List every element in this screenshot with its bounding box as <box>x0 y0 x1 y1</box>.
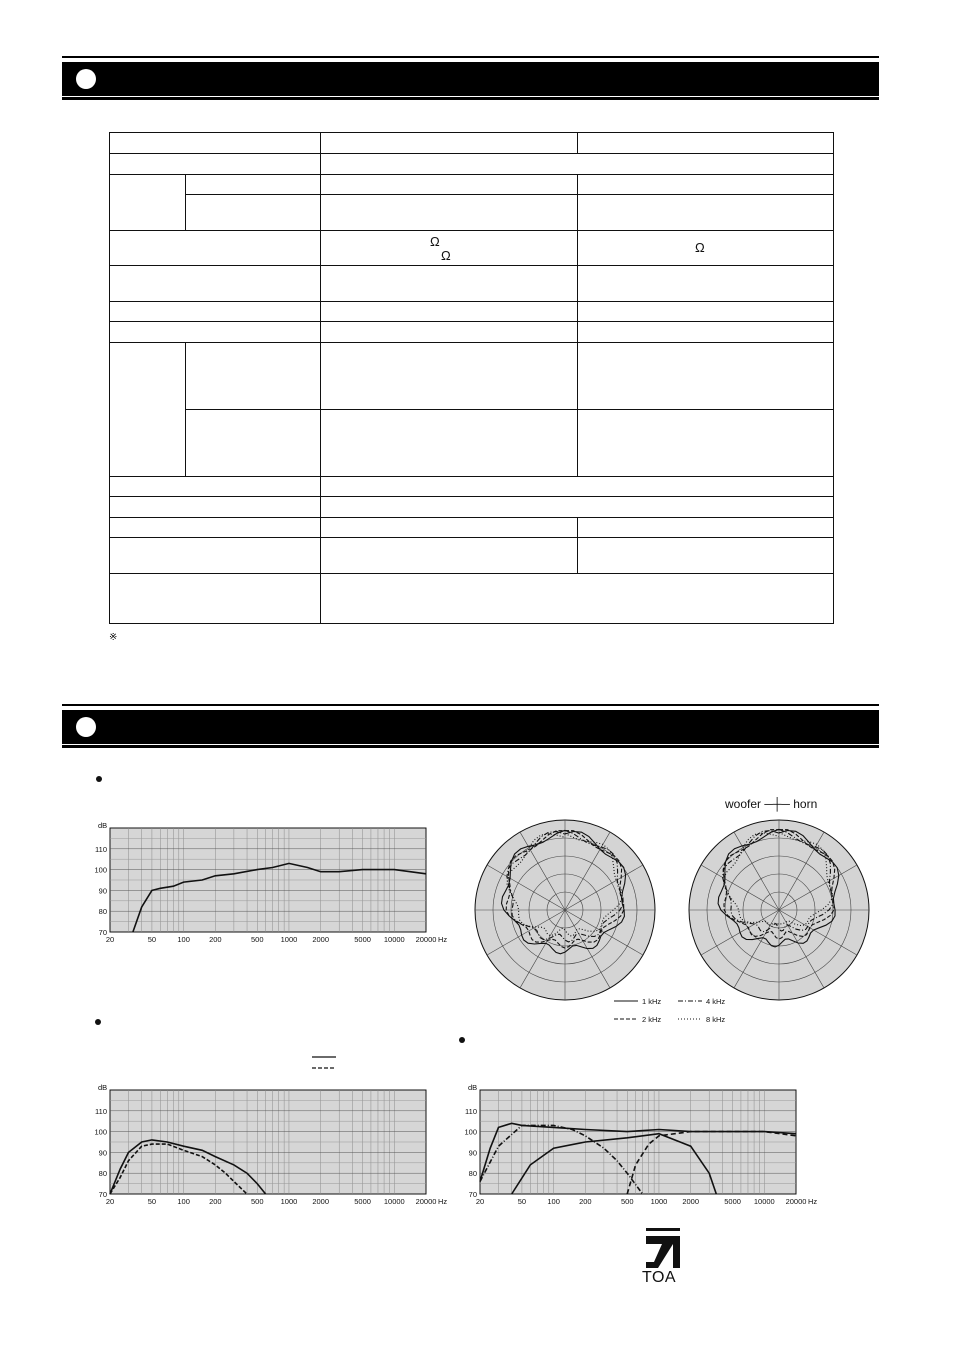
unit-hz: Hz <box>438 935 448 944</box>
section-rule <box>62 745 879 748</box>
bullet-icon <box>459 1037 465 1043</box>
x-tick-label: 20000 <box>785 1197 807 1206</box>
y-tick-label: 90 <box>98 886 107 896</box>
y-tick-label: 70 <box>98 928 107 937</box>
bullet-icon <box>96 776 102 782</box>
woofer-label: woofer <box>725 797 762 811</box>
unit-db: dB <box>468 1083 478 1092</box>
y-tick-label: 90 <box>98 1148 107 1158</box>
polar-legend <box>610 995 750 1029</box>
x-tick-label: 20 <box>105 935 115 944</box>
table-row-line <box>110 153 833 154</box>
x-tick-label: 5000 <box>724 1197 741 1206</box>
table-row-line <box>110 573 833 574</box>
x-tick-label: 1000 <box>280 1197 298 1206</box>
x-tick-label: 2000 <box>682 1197 700 1206</box>
x-tick-label: 200 <box>209 935 222 944</box>
bullet-icon <box>76 69 96 89</box>
ohm-symbol: Ω <box>441 248 451 263</box>
y-tick-label: 100 <box>94 1127 107 1137</box>
table-divider <box>577 174 578 476</box>
x-tick-label: 100 <box>177 935 190 944</box>
table-row-line <box>110 537 833 538</box>
x-tick-label: 50 <box>147 935 157 944</box>
x-tick-label: 2000 <box>312 1197 330 1206</box>
x-tick-label: 500 <box>620 1197 634 1206</box>
table-divider <box>577 133 578 153</box>
section-header-specifications <box>62 62 879 96</box>
table-row-line <box>110 265 833 266</box>
y-tick-label: 80 <box>468 1169 477 1179</box>
table-row-line <box>110 476 833 477</box>
section-rule <box>62 56 879 58</box>
table-row-line <box>185 194 833 195</box>
table-row-line <box>110 342 833 343</box>
x-tick-label: 1000 <box>650 1197 668 1206</box>
polar-pattern-left <box>470 815 660 1005</box>
x-tick-label: 20000 <box>415 935 437 944</box>
unit-hz: Hz <box>808 1197 818 1206</box>
crosshair-icon: ─┼─ <box>764 797 790 811</box>
unit-db: dB <box>98 821 108 830</box>
x-tick-label: 1000 <box>280 935 298 944</box>
x-tick-label: 2000 <box>312 935 330 944</box>
frequency-response-graph-3 <box>455 1082 835 1212</box>
y-tick-label: 90 <box>468 1148 477 1158</box>
ohm-symbol: Ω <box>695 240 705 255</box>
x-tick-label: 100 <box>177 1197 190 1206</box>
table-row-line <box>110 174 833 175</box>
section-rule <box>62 97 879 100</box>
x-tick-label: 10000 <box>753 1197 775 1206</box>
table-row-line <box>110 230 833 231</box>
table-divider <box>320 133 321 623</box>
x-tick-label: 50 <box>517 1197 527 1206</box>
x-tick-label: 500 <box>250 935 264 944</box>
frequency-response-graph-1 <box>88 820 458 950</box>
x-tick-label: 100 <box>547 1197 560 1206</box>
unit-db: dB <box>98 1083 108 1092</box>
x-tick-label: 10000 <box>383 1197 405 1206</box>
y-tick-label: 70 <box>98 1190 107 1199</box>
x-tick-label: 500 <box>250 1197 264 1206</box>
table-row-line <box>110 496 833 497</box>
section-rule <box>62 704 879 706</box>
toa-logo-text: TOA <box>642 1269 677 1286</box>
x-tick-label: 20 <box>475 1197 485 1206</box>
legend-label: 8 kHz <box>706 1015 726 1024</box>
x-tick-label: 200 <box>579 1197 592 1206</box>
table-row-line <box>110 321 833 322</box>
x-tick-label: 20000 <box>415 1197 437 1206</box>
legend-samples <box>310 1052 350 1076</box>
legend-label: 1 kHz <box>642 997 662 1006</box>
y-tick-label: 110 <box>95 844 107 854</box>
y-tick-label: 100 <box>94 865 107 875</box>
table-row-line <box>185 409 833 410</box>
x-tick-label: 5000 <box>354 1197 371 1206</box>
unit-hz: Hz <box>438 1197 448 1206</box>
x-tick-label: 200 <box>209 1197 222 1206</box>
y-tick-label: 70 <box>468 1190 477 1199</box>
table-divider <box>185 174 186 230</box>
section-header-frequency-response <box>62 710 879 744</box>
legend-label: 2 kHz <box>642 1015 662 1024</box>
y-tick-label: 100 <box>464 1127 477 1137</box>
horn-label: horn <box>793 797 818 811</box>
toa-logo-icon <box>640 1228 682 1268</box>
spec-table <box>109 132 834 624</box>
x-tick-label: 10000 <box>383 935 405 944</box>
bullet-icon <box>76 717 96 737</box>
y-tick-label: 80 <box>98 907 107 917</box>
polar-caption <box>725 798 817 811</box>
x-tick-label: 5000 <box>354 935 371 944</box>
polar-pattern-right <box>684 815 874 1005</box>
bullet-icon <box>95 1019 101 1025</box>
note-mark: ※ <box>109 632 118 643</box>
y-tick-label: 80 <box>98 1169 107 1179</box>
ohm-symbol: Ω <box>430 234 440 249</box>
frequency-response-graph-2 <box>88 1082 458 1212</box>
y-tick-label: 110 <box>465 1106 477 1116</box>
legend-label: 4 kHz <box>706 997 726 1006</box>
x-tick-label: 50 <box>147 1197 157 1206</box>
x-tick-label: 20 <box>105 1197 115 1206</box>
table-row-line <box>110 517 833 518</box>
table-row-line <box>110 301 833 302</box>
table-divider <box>577 517 578 573</box>
y-tick-label: 110 <box>95 1106 107 1116</box>
